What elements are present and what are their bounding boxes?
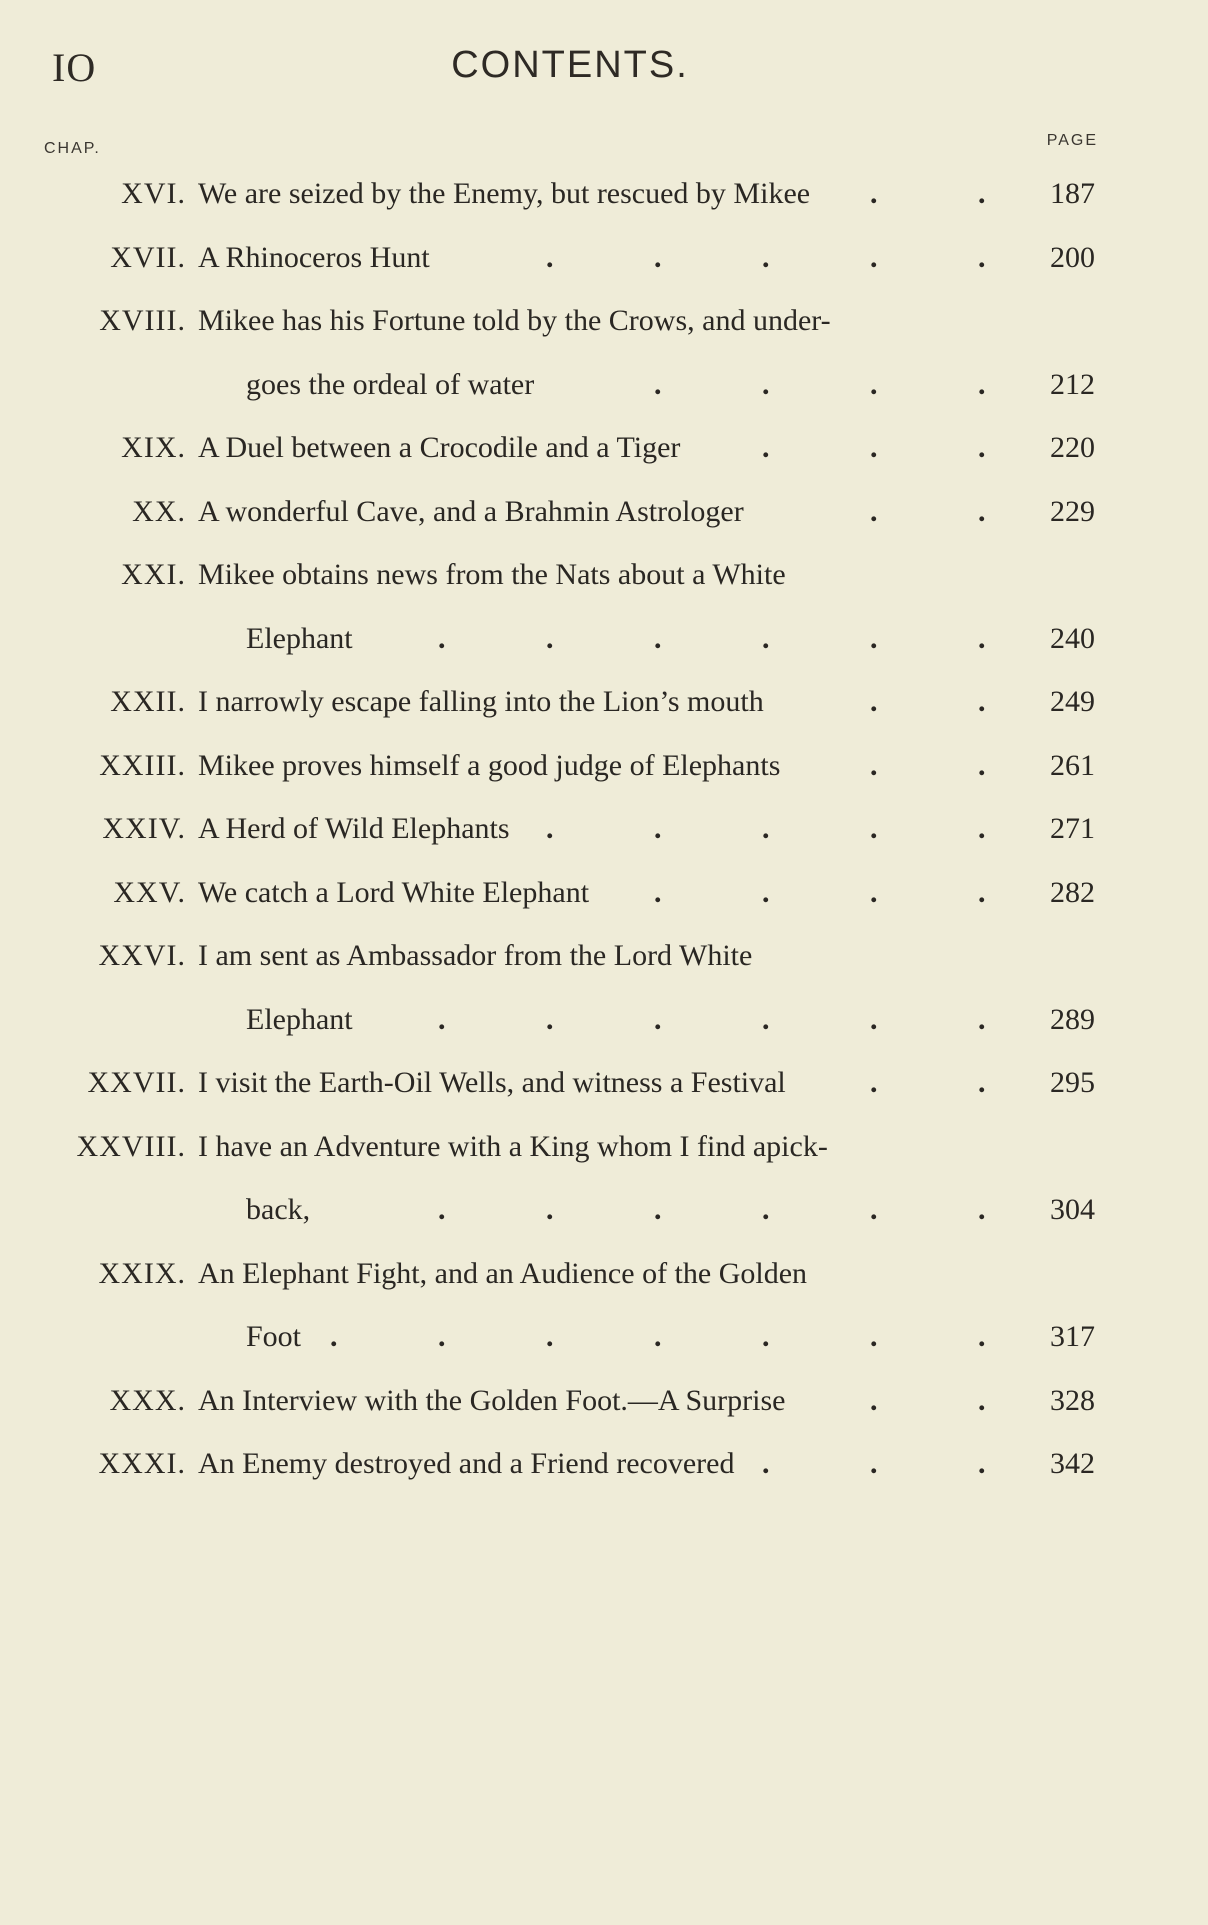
- chapter-numeral: XXXI.: [98, 1447, 186, 1480]
- toc-entry: XXV. We catch a Lord White Elephant . . . . 282: [0, 865, 1208, 921]
- page-reference: 295: [1050, 1066, 1095, 1099]
- chapter-numeral: XVII.: [110, 240, 186, 274]
- running-head: CONTENTS.: [451, 44, 689, 86]
- page-reference: 271: [1050, 812, 1095, 845]
- chapter-numeral: XXIV.: [102, 812, 186, 845]
- toc-entry: [0, 1246, 1208, 1302]
- page-reference: 200: [1050, 240, 1095, 274]
- chapter-numeral: XXIII.: [99, 748, 186, 782]
- chapter-numeral: XX.: [132, 494, 186, 528]
- page-reference: 187: [1050, 177, 1095, 210]
- page-reference: 317: [1050, 1320, 1095, 1353]
- page-reference: 342: [1050, 1447, 1095, 1480]
- chapter-numeral: XXVII.: [87, 1066, 186, 1099]
- toc-entry: [0, 547, 1208, 603]
- page-reference: 240: [1050, 621, 1095, 655]
- toc-entry: XXII. I narrowly escape falling into the Lion’s mouth . . 249: [0, 674, 1208, 730]
- page-reference: 328: [1050, 1383, 1095, 1417]
- chapter-title: We catch a Lord White Elephant: [198, 875, 590, 909]
- chapter-numeral: XXIX.: [98, 1256, 186, 1290]
- toc-entry-continuation: goes the ordeal of water . . . . 212: [0, 357, 1208, 413]
- toc-entry: XXIV. A Herd of Wild Elephants . . . . . 271: [0, 801, 1208, 857]
- page-reference: 249: [1050, 685, 1095, 718]
- chapter-numeral: XXVIII.: [76, 1129, 186, 1163]
- toc-entry: XVI. We are seized by the Enemy, but rescued by Mikee . . 187: [0, 166, 1208, 222]
- chapter-title: A wonderful Cave, and a Brahmin Astrologer: [198, 494, 744, 528]
- chapter-title-continuation: Foot: [246, 1320, 302, 1353]
- toc-entry: [0, 293, 1208, 349]
- chapter-title: An Interview with the Golden Foot.—A Surprise: [198, 1383, 786, 1417]
- toc-entry: [0, 1119, 1208, 1175]
- chapter-title: Mikee has his Fortune told by the Crows, and under-: [198, 304, 831, 337]
- toc-entry: XIX. A Duel between a Crocodile and a Tiger . . . 220: [0, 420, 1208, 476]
- chapter-title: A Rhinoceros Hunt: [198, 240, 430, 274]
- chapter-title: Mikee proves himself a good judge of Elephants: [198, 748, 781, 782]
- chapter-title: I visit the Earth-Oil Wells, and witness a Festival: [198, 1066, 786, 1099]
- chapter-title-continuation: goes the ordeal of water: [246, 367, 535, 401]
- chapter-column-label: CHAP.: [44, 140, 101, 157]
- chapter-numeral: XIX.: [121, 431, 186, 464]
- chapter-title: We are seized by the Enemy, but rescued by Mikee: [198, 177, 811, 210]
- chapter-title: An Elephant Fight, and an Audience of the Golden: [198, 1256, 808, 1290]
- page-reference: 229: [1050, 494, 1095, 528]
- chapter-numeral: XXVI.: [98, 939, 186, 972]
- chapter-title: A Duel between a Crocodile and a Tiger: [198, 431, 681, 464]
- toc-entry-continuation: back, . . . . . . 304: [0, 1182, 1208, 1238]
- toc-entry: XX. A wonderful Cave, and a Brahmin Astrologer . . 229: [0, 484, 1208, 540]
- chapter-title: Mikee obtains news from the Nats about a White: [198, 558, 786, 591]
- toc-entry-continuation: Elephant . . . . . . 289: [0, 992, 1208, 1048]
- page-reference: 220: [1050, 431, 1095, 464]
- page-reference: 282: [1050, 875, 1095, 909]
- page-reference: 261: [1050, 748, 1095, 782]
- chapter-numeral: XXV.: [113, 875, 186, 909]
- chapter-title: A Herd of Wild Elephants: [198, 812, 510, 845]
- chapter-numeral: XXI.: [121, 558, 186, 591]
- chapter-title-continuation: Elephant: [246, 1002, 353, 1036]
- toc-entry: XXVII. I visit the Earth-Oil Wells, and witness a Festival . . 295: [0, 1055, 1208, 1111]
- chapter-title: I narrowly escape falling into the Lion’s mouth: [198, 685, 764, 718]
- page-reference: 289: [1050, 1002, 1095, 1036]
- chapter-title: An Enemy destroyed and a Friend recovered: [198, 1447, 735, 1480]
- page-reference: 212: [1050, 367, 1095, 401]
- chapter-title-continuation: back,: [246, 1193, 311, 1226]
- toc-entry: XVII. A Rhinoceros Hunt . . . . . 200: [0, 230, 1208, 286]
- toc-entry-continuation: Elephant . . . . . . 240: [0, 611, 1208, 667]
- toc-entry: XXIII. Mikee proves himself a good judge of Elephants . . 261: [0, 738, 1208, 794]
- chapter-numeral: XXX.: [109, 1383, 186, 1417]
- toc-entry: [0, 928, 1208, 984]
- toc-entry: XXX. An Interview with the Golden Foot.—A Surprise . . 328: [0, 1373, 1208, 1429]
- chapter-numeral: XVIII.: [99, 304, 186, 337]
- toc-entry: XXXI. An Enemy destroyed and a Friend recovered . . . 342: [0, 1436, 1208, 1492]
- page-number: IO: [52, 45, 97, 90]
- chapter-title: I am sent as Ambassador from the Lord White: [198, 939, 753, 972]
- toc-entry-continuation: Foot . . . . . . . 317: [0, 1309, 1208, 1365]
- chapter-numeral: XVI.: [121, 177, 186, 210]
- chapter-title: I have an Adventure with a King whom I find apick-: [198, 1129, 828, 1163]
- chapter-title-continuation: Elephant: [246, 621, 353, 655]
- chapter-numeral: XXII.: [110, 685, 186, 718]
- page-column-label: PAGE: [1046, 132, 1098, 149]
- page-reference: 304: [1050, 1193, 1095, 1226]
